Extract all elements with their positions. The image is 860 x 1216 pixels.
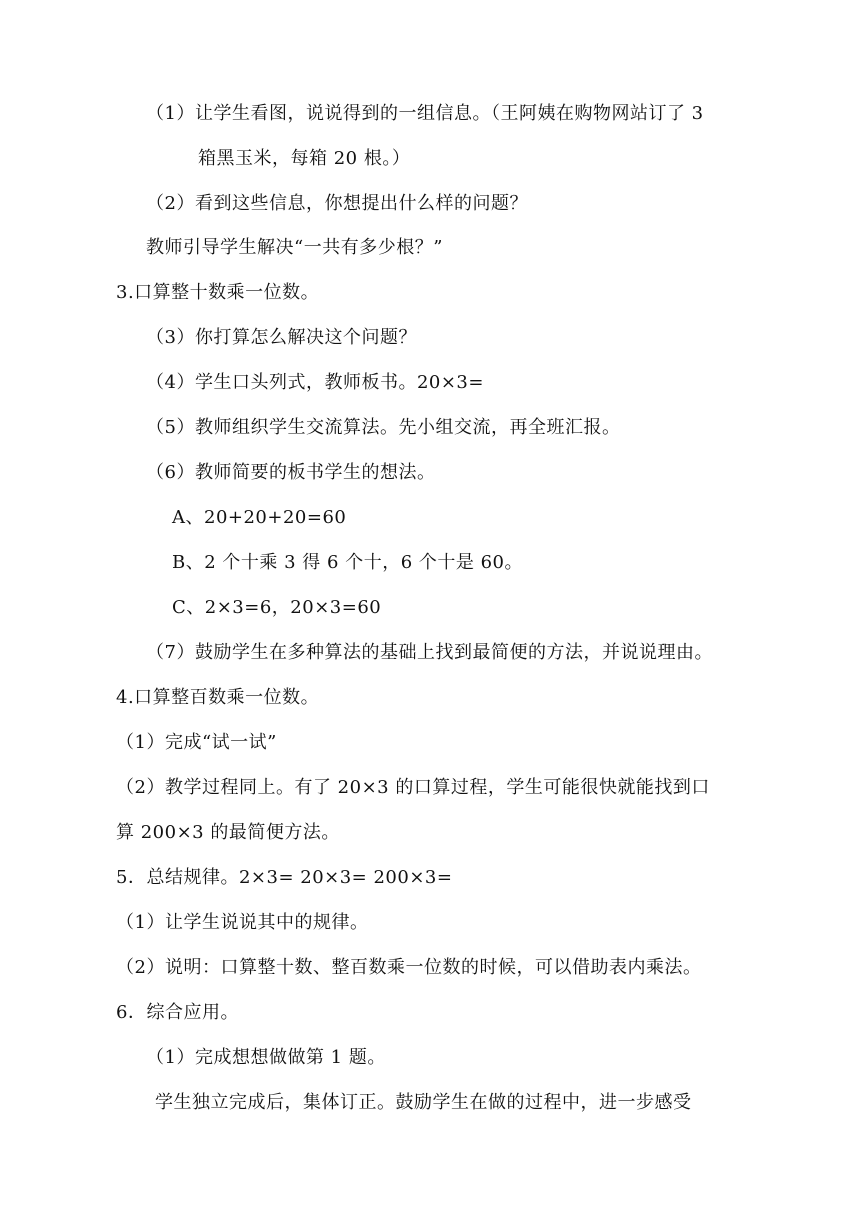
paragraph-line: 算 200×3 的最简便方法。 (116, 822, 340, 843)
list-item: C、2×3=6，20×3=60 (172, 597, 382, 618)
paragraph-line: （3）你打算怎么解决这个问题？ (146, 327, 417, 348)
paragraph-line: （2）看到这些信息，你想提出什么样的问题？ (146, 193, 528, 214)
paragraph-line: 学生独立完成后，集体订正。鼓励学生在做的过程中，进一步感受 (155, 1092, 692, 1113)
paragraph-line: （1）让学生看图，说说得到的一组信息。（王阿姨在购物网站订了 3 (146, 103, 704, 124)
paragraph-line: （2）说明：口算整十数、整百数乘一位数的时候，可以借助表内乘法。 (116, 957, 702, 978)
paragraph-line: （1）让学生说说其中的规律。 (116, 912, 369, 933)
paragraph-line: （2）教学过程同上。有了 20×3 的口算过程，学生可能很快就能找到口 (116, 777, 710, 798)
section-heading: 5．总结规律。2×3= 20×3= 200×3= (116, 867, 453, 888)
paragraph-line: 教师引导学生解决“一共有多少根？” (146, 237, 443, 258)
list-item: A、20+20+20=60 (172, 507, 347, 528)
paragraph-line: （5）教师组织学生交流算法。先小组交流，再全班汇报。 (146, 417, 621, 438)
section-heading: 6．综合应用。 (116, 1002, 239, 1023)
paragraph-line: （1）完成想想做做第 1 题。 (146, 1047, 386, 1068)
section-heading: 3.口算整十数乘一位数。 (116, 282, 320, 303)
paragraph-line: （7）鼓励学生在多种算法的基础上找到最简便的方法，并说说理由。 (146, 642, 713, 663)
section-heading: 4.口算整百数乘一位数。 (116, 687, 320, 708)
paragraph-line: 箱黑玉米，每箱 20 根。） (198, 148, 411, 169)
paragraph-line: （6）教师简要的板书学生的想法。 (146, 462, 436, 483)
paragraph-line: （4）学生口头列式，教师板书。20×3= (146, 372, 484, 393)
list-item: B、2 个十乘 3 得 6 个十，6 个十是 60。 (172, 552, 523, 573)
paragraph-line: （1）完成“试一试” (116, 732, 277, 753)
